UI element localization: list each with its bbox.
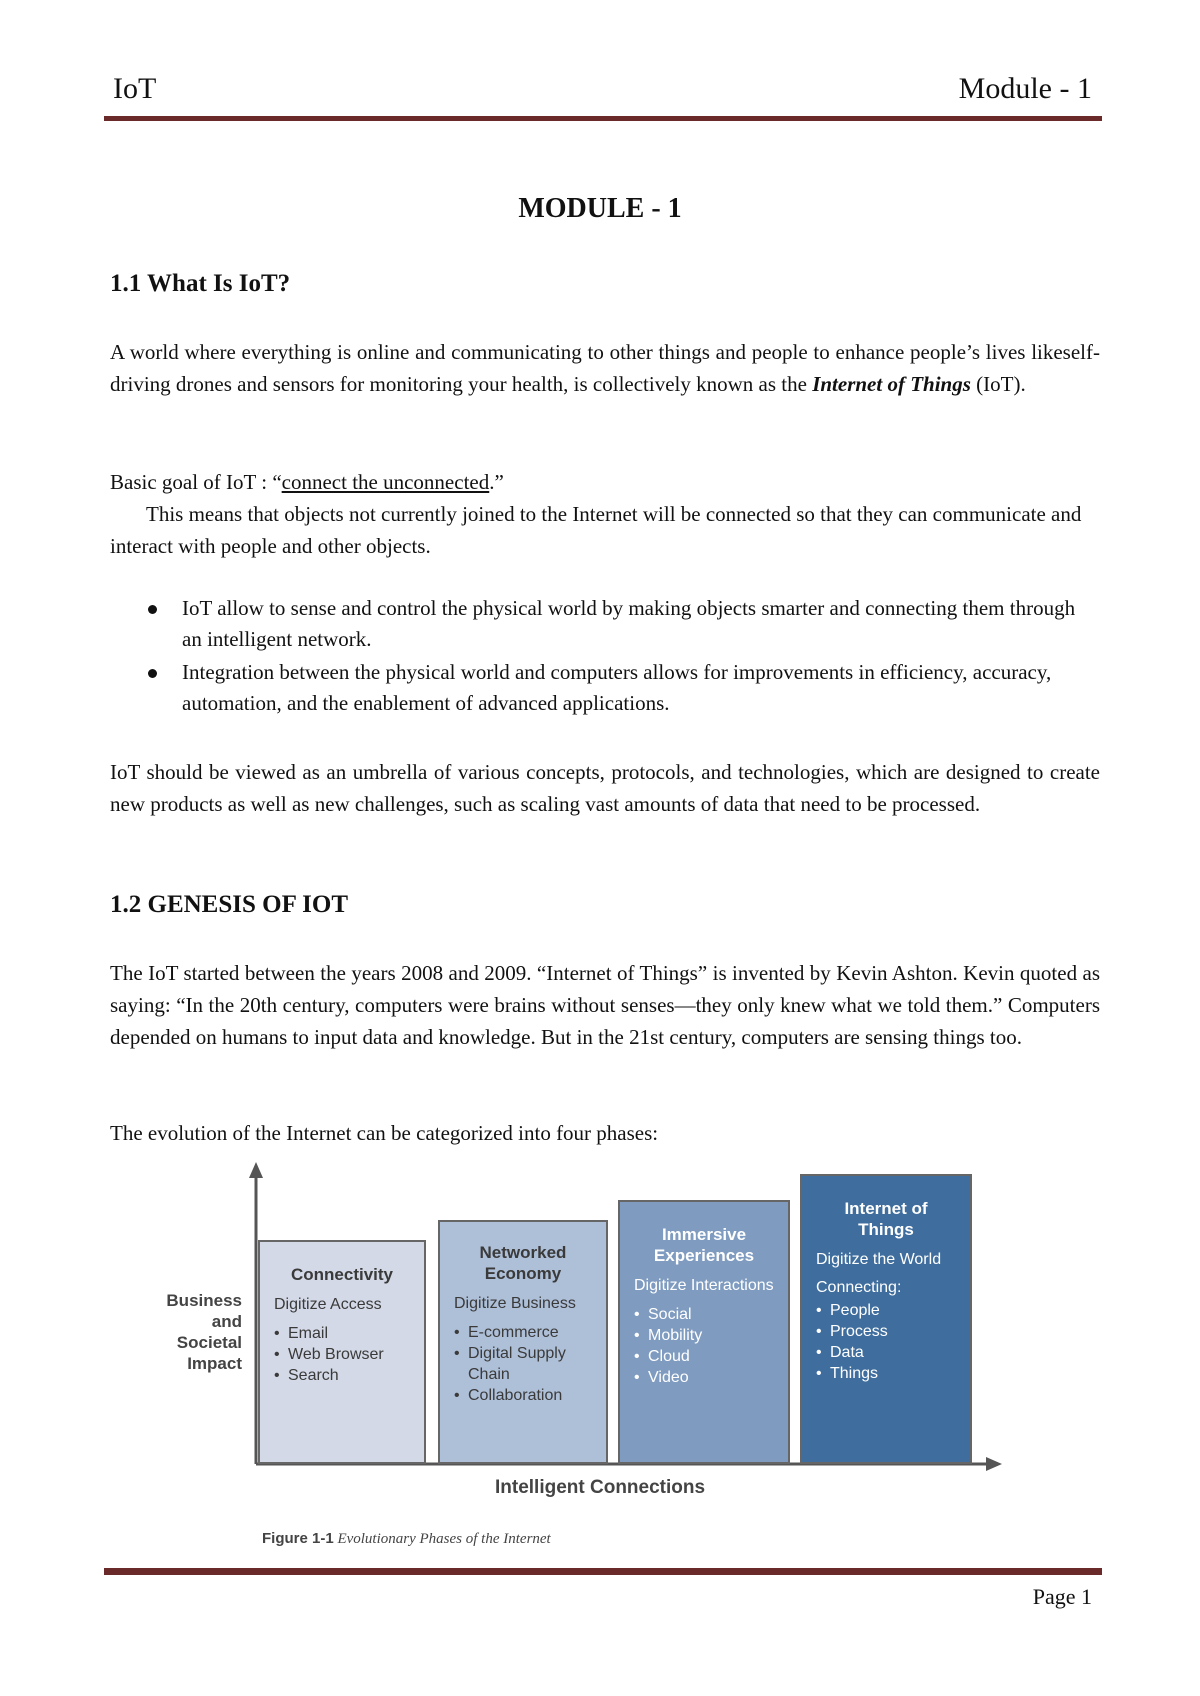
page-number: Page 1 xyxy=(1032,1584,1092,1609)
list-item: Integration between the physical world and computers allows for improvements in efficiency, accuracy, automation, and the enablement of advanced applications. xyxy=(110,657,1100,719)
phase-connectivity: Connectivity Digitize Access • Email • Web Browser • Search xyxy=(258,1240,426,1464)
phase-internet-of-things: Internet of Things Digitize the World Connecting: • People • Process • Data • Things xyxy=(800,1174,972,1464)
goal-phrase: connect the unconnected xyxy=(281,470,490,494)
section-heading-what-is-iot: 1.1 What Is IoT? xyxy=(110,270,291,297)
bullet-icon xyxy=(148,605,157,614)
bullet-list xyxy=(110,593,1100,721)
header-right: Module - 1 xyxy=(958,72,1092,105)
figure-caption: Figure 1-1 Evolutionary Phases of the Internet xyxy=(262,1530,551,1547)
header-rule xyxy=(104,116,1102,121)
intro-paragraph: A world where everything is online and communicating to other things and people to enhance people’s lives likeself-driving drones and sensors for monitoring your health, is collectively known as the Internet of Things (IoT). xyxy=(110,340,1100,396)
phase-networked-economy: Networked Economy Digitize Business • E-commerce • Digital Supply Chain • Collaboration xyxy=(438,1220,608,1464)
footer-rule xyxy=(104,1568,1102,1575)
x-axis-label: Intelligent Connections xyxy=(495,1477,706,1498)
bullet-icon xyxy=(148,669,157,678)
header-left: IoT xyxy=(113,72,157,105)
basic-goal-line: Basic goal of IoT : “connect the unconnected.” xyxy=(110,470,504,494)
phases-intro: The evolution of the Internet can be categorized into four phases: xyxy=(110,1121,659,1145)
genesis-paragraph: The IoT started between the years 2008 and 2009. “Internet of Things” is invented by Kevin Ashton. Kevin quoted as saying: “In the 20th century, computers were brains without senses—they only knew what we told them.” Computers depended on humans to input data and knowledge. But in the 21st century, computers are sensing things too. xyxy=(110,961,1100,1049)
iot-term: Internet of Things xyxy=(812,372,971,396)
section-heading-genesis: 1.2 GENESIS OF IOT xyxy=(110,891,349,918)
goal-explanation: This means that objects not currently joined to the Internet will be connected so that they can communicate and interact with people and other objects. xyxy=(110,502,1082,558)
page-title: MODULE - 1 xyxy=(518,193,682,224)
phase-immersive-experiences: Immersive Experiences Digitize Interactions • Social • Mobility • Cloud • Video xyxy=(618,1200,790,1464)
umbrella-paragraph: IoT should be viewed as an umbrella of various concepts, protocols, and technologies, which are designed to create new products as well as new challenges, such as scaling vast amounts of data that need to be processed. xyxy=(110,760,1100,816)
evolution-figure xyxy=(150,1160,1010,1520)
y-axis-label: Business and Societal Impact xyxy=(166,1291,242,1373)
list-item: IoT allow to sense and control the physical world by making objects smarter and connecting them through an intelligent network. xyxy=(110,593,1100,655)
